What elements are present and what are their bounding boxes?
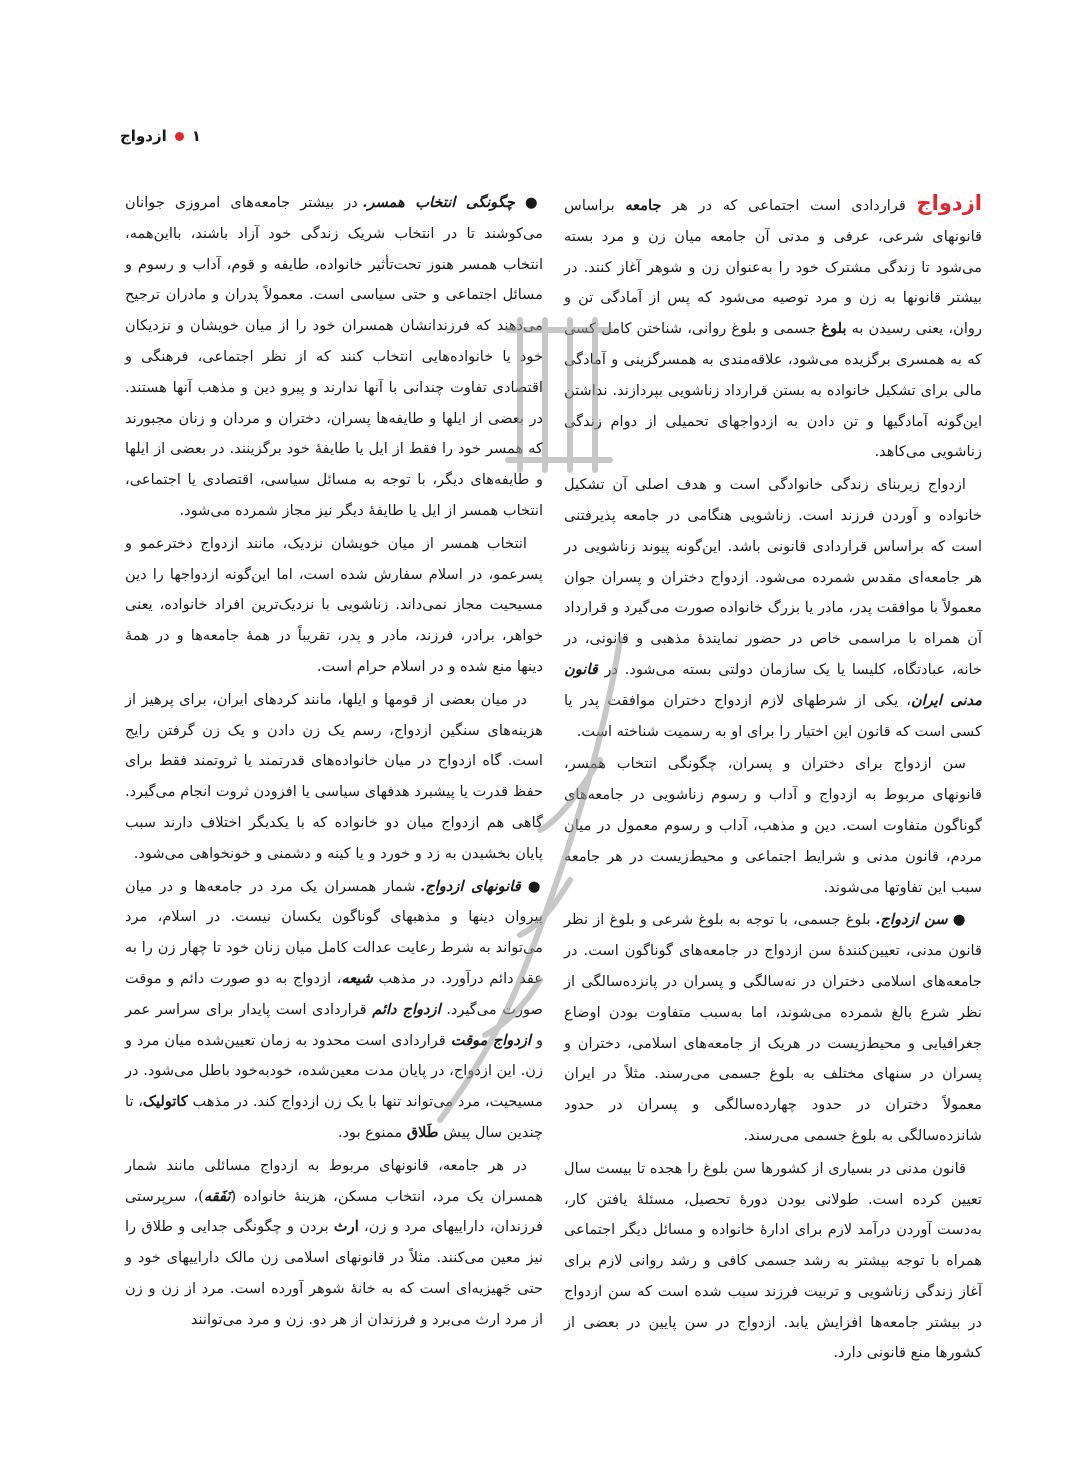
bullet-icon: ● bbox=[527, 877, 544, 895]
keyword-inheritance: ارث bbox=[333, 1218, 359, 1236]
keyword-puberty: بلوغ bbox=[821, 320, 847, 338]
paragraph-relatives: انتخاب همسر از میان خویشان نزدیک، مانند ازدواج دخترعمو و پسرعمو، در اسلام سفارش شده است، اما این‌گونه ازدواجها را دین مسیحیت مجاز نمی‌داند. زناشویی با نزدیک‌ترین افراد خانواده، یعنی خواهر، برادر، فرزند، مادر و پدر، تقریباً در همهٔ جامعه‌ها و در همهٔ دینها منع شده و در اسلام حرام است. bbox=[125, 534, 543, 675]
paragraph-marriage-laws: ● قانونهای ازدواج. شمار همسران یک مرد در جامعه‌ها و در میان پیروان دینها و مذهبهای گوناگون یکسان نیست. در اسلام، مرد می‌تواند به شرط رعایت عدالت کامل میان زنان خود تا چهار زن را به عقد دائم درآورد. در مذهب شیعه، ازدواج به دو صورت دائم و موقت صورت می‌گیرد. ازدواج دائم قراردادی است پایدار برای سراسر عمر و ازدواج موقت قراردادی است محدود به زمان تعیین‌شده میان مرد و زن. این ازدواج، در پایان مدت معین‌شده، خودبه‌خود باطل می‌شود. در مسیحیت، مرد می‌تواند تنها با یک زن ازدواج کند. در مذهب کاتولیک، تا چندین سال پیش طَلاق ممنوع بود. bbox=[125, 877, 544, 1141]
keyword-divorce: طَلاق bbox=[406, 1123, 439, 1141]
paragraph-marriage-age-intro: سن ازدواج برای دختران و پسران، چگونگی انتخاب همسر، قانونهای مربوط به ازدواج و آداب و رسوم زناشویی در جامعه‌های گوناگون متفاوت است. دین و مذهب، آداب و رسوم معمول در میان مردم، قانون مدنی و شرایط اجتماعی و محیط‌زیست در هر جامعه سبب این تفاوتها می‌شوند. bbox=[564, 755, 982, 896]
left-column bbox=[125, 188, 543, 1337]
section-heading-spouse-selection: چگونگی انتخاب همسر. bbox=[362, 194, 515, 211]
header-title: ازدواج bbox=[120, 127, 167, 145]
paragraph-family-basis: ازدواج زیربنای زندگی خانوادگی است و هدف اصلی آن تشکیل خانواده و آوردن فرزند است. زناشویی هنگامی در جامعه پذیرفتنی است که براساس قراردادی قانونی باشد. این‌گونه پیوند زناشویی در هر جامعه‌ای مقدس شمرده می‌شود. ازدواج دختران و پسران جوان معمولاً با موافقت پدر، مادر یا بزرگ خانواده صورت می‌گیرد و قرارداد آن همراه با مراسمی خاص در حضور نمایندهٔ مذهبی و قانونی، در خانه، عبادتگاه، کلیسا یا یک سازمان دولتی بسته می‌شود. در قانون مدنی ایران، یکی از شرطهای لازم ازدواج دختران موافقت پدر یا کسی است که قانون این اختیار را برای او به رسمیت شناخته است. bbox=[564, 476, 982, 740]
paragraph-civil-law-age: قانون مدنی در بسیاری از کشورها سن بلوغ را هجده تا بیست سال تعیین کرده است. طولانی بودن دورهٔ تحصیل، مسئلهٔ یافتن کار، به‌دست آوردن درآمد لازم برای ادارهٔ خانواده و مسائل دیگر اجتماعی همراه با توجه بیشتر به رشد جسمی کافی و رشد روانی لازم برای آغاز زندگی زناشویی و تربیت فرزند سبب شده است که سن ازدواج در بیشتر جامعه‌ها افزایش یابد. ازدواج در سن پایین در بعضی از کشورها منع قانونی دارد. bbox=[564, 1159, 982, 1362]
paragraph-marriage-age: ● سن ازدواج. بلوغ جسمی، با توجه به بلوغ شرعی و بلوغ از نظر قانون مدنی، تعیین‌کنندهٔ سن ازدواج در جامعه‌های گوناگون است. در جامعه‌های اسلامی دختران در نه‌سالگی و پسران در پانزده‌سالگی از نظر شرع بالغ شمرده می‌شوند، اما به‌سبب متفاوت بودن اوضاع جغرافیایی و محیط‌زیست در هریک از جامعه‌های اسلامی، دختران و پسران در سنهای مختلف به بلوغ جسمی می‌رسند. مثلاً در ایران معمولاً دختران در حدود چهارده‌سالگی و پسران در حدود شانزده‌سالگی به بلوغ جسمی می‌رسند. bbox=[564, 911, 982, 1144]
red-dot-icon bbox=[175, 132, 184, 141]
entry-term: ازدواج bbox=[916, 191, 982, 215]
page-number: ۱ bbox=[191, 127, 201, 145]
paragraph-tribes: در میان بعضی از قومها و ایلها، مانند کردهای ایران، برای پرهیز از هزینه‌های سنگین ازدواج، رسم یک زن دادن و یک زن گرفتن رایج است. گاه ازدواج در میان خانواده‌های قدرتمند یا ثروتمند فقط برای حفظ قدرت یا پیشبرد هدفهای سیاسی یا افزودن ثروت انجام می‌گیرد. گاهی هم ازدواج میان دو خانواده که با یکدیگر اختلاف دارند سبب پایان بخشیدن به زد و خورد و یا کینه و دشمنی و خونخواهی می‌شود. bbox=[125, 690, 543, 862]
keyword-temporary-marriage: ازدواج موقت bbox=[450, 1031, 531, 1049]
paragraph-law-details: در هر جامعه، قانونهای مربوط به ازدواج مسائلی مانند شمار همسران یک مرد، انتخاب مسکن، هزینهٔ خانواده (نَفَقه)، سرپرستی فرزندان، داراییهای مرد و زن، ارث بردن و چگونگی جدایی و طلاق را نیز معین می‌کنند. مثلاً در قانونهای اسلامی زن مالک داراییهای خود و حتی جَهیزیه‌ای است که به خانهٔ شوهر آورده است. مرد از زن و زن از مرد ارث می‌برد و فرزندان از هر دو. زن و مرد می‌توانند bbox=[125, 1156, 543, 1328]
section-heading-marriage-age: سن ازدواج. bbox=[875, 911, 948, 929]
paragraph-definition: ازدواج قراردادی است اجتماعی که در هر جامعه براساس قانونهای شرعی، عرفی و مدنی آن جامعه میان زن و مرد بسته می‌شود تا زندگی مشترک خود را به‌عنوان زن و شوهر آغاز کنند. در بیشتر قانونها به زن و مرد توصیه می‌شود که پس از آمادگی تن و روان، یعنی رسیدن به بلوغ جسمی و بلوغ روانی، شناختن کامل کسی که به همسری برگزیده می‌شود، علاقه‌مندی به همسرگزینی و آمادگی مالی برای تشکیل خانواده به بستن قرارداد زناشویی بپردازند. نداشتن این‌گونه آمادگیها و تن دادن به ازدواجهای تحمیلی از دوام زندگی زناشویی می‌کاهد. bbox=[564, 191, 982, 461]
keyword-catholic: کاتولیک bbox=[142, 1093, 188, 1111]
keyword-nafaqa: نَفَقه bbox=[203, 1187, 231, 1205]
keyword-permanent-marriage: ازدواج دائم bbox=[372, 1000, 441, 1018]
keyword-civil-law: قانون مدنی ایران bbox=[564, 660, 982, 709]
right-column bbox=[564, 188, 982, 1371]
keyword-shia: شیعه bbox=[341, 969, 373, 987]
running-header bbox=[120, 124, 205, 148]
bullet-icon: ● bbox=[952, 911, 967, 929]
bullet-icon: ● bbox=[524, 194, 543, 211]
paragraph-spouse-selection: ● چگونگی انتخاب همسر. در بیشتر جامعه‌های امروزی جوانان می‌کوشند تا در انتخاب شریک زندگی خود آزاد باشند، بااین‌همه، انتخاب همسر هنوز تحت‌تأثیر خانواده، طایفه و قوم، آداب و رسوم و مسائل اجتماعی و حتی سیاسی است. معمولاً پدران و مادران ترجیح می‌دهند که فرزندانشان همسران خود را از میان خویشان و نزدیکان خود یا خانواده‌هایی انتخاب کنند که از نظر اجتماعی، فرهنگی و اقتصادی تفاوت چندانی با آنها ندارند و پیرو دین و مذهب آنها هستند. در بعضی از ایلها و طایفه‌ها پسران، دختران و مردان و زنان مجبورند که همسر خود را فقط از ایل یا طایفهٔ خود برگزینند. در بعضی از ایلها و طایفه‌های دیگر، با توجه به مسائل سیاسی، اقتصادی یا اجتماعی، انتخاب همسر از ایل یا طایفهٔ دیگر نیز مجاز شمرده می‌شود. bbox=[125, 194, 543, 519]
keyword-society: جامعه bbox=[625, 197, 662, 214]
section-heading-marriage-laws: قانونهای ازدواج. bbox=[420, 877, 521, 895]
